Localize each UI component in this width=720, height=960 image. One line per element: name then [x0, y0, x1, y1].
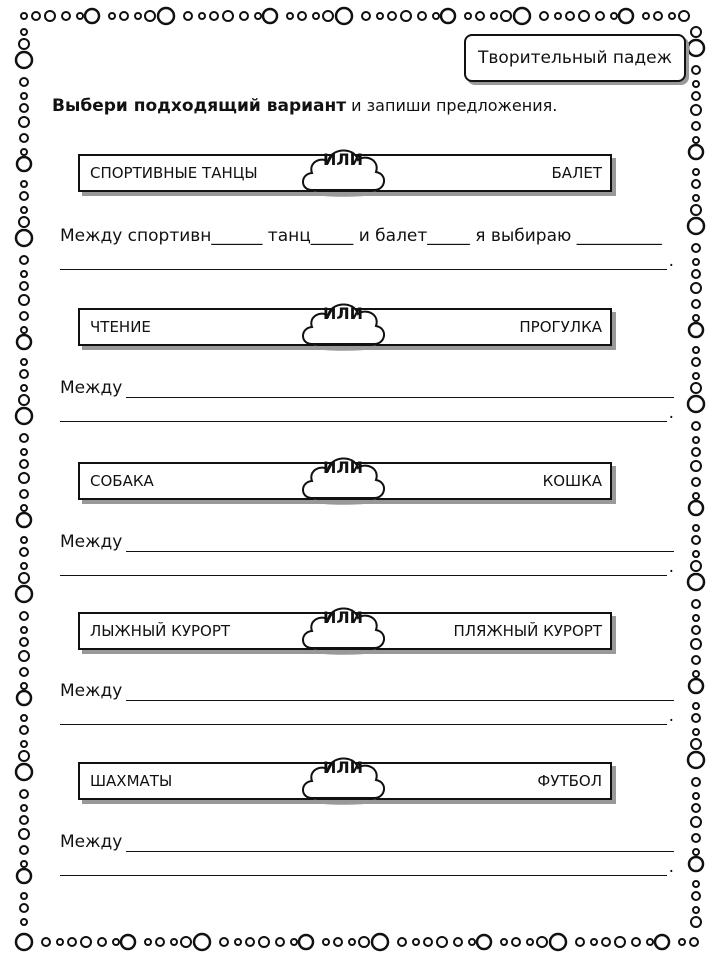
- border-circle: [693, 137, 699, 143]
- sentence-start: Между: [60, 681, 123, 701]
- border-circle: [691, 917, 701, 927]
- period: .: [668, 403, 674, 423]
- border-circle: [19, 295, 29, 305]
- border-circle: [21, 207, 27, 213]
- border-circle: [17, 513, 31, 527]
- border-circle: [20, 104, 28, 112]
- border-circle: [45, 11, 55, 21]
- border-circle: [691, 739, 701, 749]
- border-circle: [688, 752, 704, 768]
- border-circle: [691, 461, 701, 471]
- border-circle: [246, 938, 254, 946]
- border-circle: [20, 668, 28, 676]
- instruction-rest: и запиши предложения.: [346, 96, 558, 115]
- border-circle: [32, 12, 40, 20]
- border-circle: [550, 934, 566, 950]
- border-circle: [693, 169, 699, 175]
- border-circle: [689, 323, 703, 337]
- border-circle: [20, 638, 28, 646]
- border-circle: [693, 315, 699, 321]
- or-label: ИЛИ: [322, 304, 364, 323]
- border-circle: [349, 939, 355, 945]
- border-circle: [433, 13, 439, 19]
- border-circle: [690, 938, 698, 946]
- option-left: ЧТЕНИЕ: [90, 318, 151, 336]
- or-label: ИЛИ: [322, 458, 364, 477]
- or-cloud-icon: [298, 140, 388, 200]
- border-circle: [441, 9, 455, 23]
- border-circle: [145, 939, 151, 945]
- border-circle: [692, 626, 700, 634]
- border-circle: [263, 9, 277, 23]
- border-circle: [643, 13, 649, 19]
- border-circle: [19, 117, 29, 127]
- border-circle: [20, 370, 28, 378]
- border-circle: [693, 195, 699, 201]
- option-right: ФУТБОЛ: [537, 772, 602, 790]
- choice-pair: [78, 150, 614, 194]
- border-circle: [688, 574, 704, 590]
- border-circle: [693, 671, 699, 677]
- border-circle: [20, 78, 28, 86]
- border-circle: [21, 563, 27, 569]
- border-circle: [693, 81, 699, 87]
- border-circle: [688, 218, 704, 234]
- border-circle: [689, 857, 703, 871]
- border-circle: [21, 627, 27, 633]
- border-circle: [669, 13, 675, 19]
- border-circle: [336, 8, 352, 24]
- border-circle: [113, 939, 119, 945]
- border-circle: [21, 683, 27, 689]
- border-circle: [16, 764, 32, 780]
- border-circle: [619, 9, 633, 23]
- border-circle: [688, 40, 704, 56]
- border-circle: [194, 934, 210, 950]
- border-circle: [323, 939, 329, 945]
- or-label: ИЛИ: [322, 150, 364, 169]
- border-circle: [20, 434, 28, 442]
- border-circle: [85, 9, 99, 23]
- instruction: [52, 96, 557, 116]
- border-circle: [501, 939, 507, 945]
- border-circle: [19, 573, 29, 583]
- or-label: ИЛИ: [322, 758, 364, 777]
- border-circle: [19, 395, 29, 405]
- border-circle: [692, 422, 700, 430]
- border-circle: [57, 939, 63, 945]
- border-circle: [679, 11, 689, 21]
- border-circle: [210, 12, 218, 20]
- border-circle: [19, 751, 29, 761]
- border-circle: [418, 12, 426, 20]
- border-circle: [20, 612, 28, 620]
- border-circle: [21, 449, 27, 455]
- border-circle: [20, 460, 28, 468]
- border-circle: [679, 939, 685, 945]
- border-circle: [19, 473, 29, 483]
- border-circle: [693, 493, 699, 499]
- border-circle: [469, 939, 475, 945]
- option-right: ПЛЯЖНЫЙ КУРОРТ: [453, 622, 602, 640]
- option-left: СОБАКА: [90, 472, 154, 490]
- border-circle: [692, 92, 700, 100]
- border-circle: [21, 893, 27, 899]
- border-circle: [20, 726, 28, 734]
- border-circle: [21, 93, 27, 99]
- border-circle: [692, 804, 700, 812]
- border-circle: [181, 937, 191, 947]
- border-circle: [501, 11, 511, 21]
- border-circle: [17, 157, 31, 171]
- border-circle: [693, 373, 699, 379]
- border-circle: [21, 181, 27, 187]
- border-circle: [20, 846, 28, 854]
- answer-line-2[interactable]: [60, 703, 674, 725]
- border-circle: [465, 13, 471, 19]
- border-circle: [596, 12, 604, 20]
- border-circle: [276, 938, 284, 946]
- period: .: [668, 251, 674, 271]
- border-circle: [20, 548, 28, 556]
- border-circle: [693, 729, 699, 735]
- border-circle: [692, 536, 700, 544]
- answer-line-2[interactable]: [60, 248, 674, 270]
- or-cloud-icon: [298, 748, 388, 808]
- border-circle: [514, 8, 530, 24]
- or-cloud-icon: [298, 448, 388, 508]
- border-circle: [220, 938, 228, 946]
- border-circle: [184, 12, 192, 20]
- border-circle: [171, 939, 177, 945]
- border-circle: [692, 478, 700, 486]
- border-circle: [156, 938, 164, 946]
- border-circle: [611, 13, 617, 19]
- border-circle: [240, 12, 248, 20]
- border-circle: [692, 122, 700, 130]
- border-circle: [145, 11, 155, 21]
- border-circle: [691, 27, 701, 37]
- border-circle: [16, 230, 32, 246]
- choice-pair: [78, 304, 614, 348]
- option-right: ПРОГУЛКА: [519, 318, 602, 336]
- border-circle: [20, 904, 28, 912]
- border-circle: [692, 448, 700, 456]
- border-circle: [691, 383, 701, 393]
- or-cloud-icon: [298, 598, 388, 658]
- instruction-bold: Выбери подходящий вариант: [52, 96, 347, 116]
- border-circle: [476, 12, 484, 20]
- answer-line-1[interactable]: [60, 528, 674, 552]
- border-circle: [81, 937, 91, 947]
- border-circle: [692, 358, 700, 366]
- border-circle: [16, 934, 32, 950]
- border-circle: [691, 639, 701, 649]
- border-circle: [21, 537, 27, 543]
- border-circle: [692, 180, 700, 188]
- border-circle: [313, 13, 319, 19]
- sentence-start: Между: [60, 378, 123, 398]
- border-circle: [135, 13, 141, 19]
- border-circle: [21, 359, 27, 365]
- border-circle: [223, 11, 233, 21]
- border-circle: [691, 817, 701, 827]
- border-circle: [109, 13, 115, 19]
- period: .: [668, 706, 674, 726]
- border-circle: [20, 490, 28, 498]
- border-circle: [692, 714, 700, 722]
- border-circle: [20, 790, 28, 798]
- border-circle: [19, 39, 29, 49]
- border-circle: [537, 937, 547, 947]
- answer-line-1[interactable]: [60, 677, 674, 701]
- border-circle: [21, 805, 27, 811]
- border-circle: [19, 829, 29, 839]
- choice-pair: [78, 458, 614, 502]
- border-circle: [692, 892, 700, 900]
- border-circle: [491, 13, 497, 19]
- border-circle: [235, 939, 241, 945]
- border-circle: [255, 13, 261, 19]
- border-circle: [323, 11, 333, 21]
- border-circle: [655, 935, 669, 949]
- border-circle: [17, 869, 31, 883]
- border-circle: [632, 938, 640, 946]
- sentence-start: Между: [60, 532, 123, 552]
- border-circle: [693, 849, 699, 855]
- border-circle: [21, 919, 27, 925]
- border-circle: [691, 283, 701, 293]
- border-circle: [20, 192, 28, 200]
- sentence-start: Между спортивн______ танц_____ и балет_____ я выбираю __________: [60, 226, 662, 246]
- border-circle: [121, 935, 135, 949]
- border-circle: [692, 778, 700, 786]
- border-circle: [21, 505, 27, 511]
- border-circle: [62, 12, 70, 20]
- border-circle: [21, 271, 27, 277]
- border-circle: [693, 437, 699, 443]
- border-circle: [19, 217, 29, 227]
- border-circle: [693, 793, 699, 799]
- border-circle: [21, 327, 27, 333]
- answer-line-1[interactable]: [60, 374, 674, 398]
- border-circle: [692, 834, 700, 842]
- border-circle: [299, 935, 313, 949]
- border-circle: [693, 703, 699, 709]
- border-circle: [437, 937, 447, 947]
- option-left: ЛЫЖНЫЙ КУРОРТ: [90, 622, 231, 640]
- border-circle: [692, 656, 700, 664]
- choice-pair: [78, 608, 614, 652]
- border-circle: [362, 12, 370, 20]
- border-circle: [291, 939, 297, 945]
- option-left: ШАХМАТЫ: [90, 772, 173, 790]
- border-circle: [158, 8, 174, 24]
- border-circle: [579, 11, 589, 21]
- border-circle: [334, 938, 342, 946]
- border-circle: [68, 938, 76, 946]
- border-circle: [693, 881, 699, 887]
- border-circle: [20, 282, 28, 290]
- border-circle: [424, 938, 432, 946]
- border-circle: [21, 149, 27, 155]
- period: .: [668, 557, 674, 577]
- border-circle: [21, 385, 27, 391]
- border-circle: [555, 13, 561, 19]
- border-circle: [16, 586, 32, 602]
- border-circle: [42, 938, 50, 946]
- border-circle: [693, 907, 699, 913]
- border-circle: [692, 270, 700, 278]
- border-circle: [21, 715, 27, 721]
- border-circle: [693, 259, 699, 265]
- border-circle: [98, 938, 106, 946]
- border-circle: [527, 939, 533, 945]
- border-circle: [689, 679, 703, 693]
- border-circle: [615, 937, 625, 947]
- border-circle: [287, 13, 293, 19]
- border-circle: [477, 935, 491, 949]
- border-circle: [454, 938, 462, 946]
- answer-line-2[interactable]: [60, 854, 674, 876]
- border-circle: [199, 13, 205, 19]
- border-circle: [20, 256, 28, 264]
- border-circle: [691, 105, 701, 115]
- border-circle: [298, 12, 306, 20]
- border-circle: [689, 501, 703, 515]
- border-circle: [21, 861, 27, 867]
- border-circle: [20, 816, 28, 824]
- choice-pair: [78, 758, 614, 802]
- border-circle: [17, 335, 31, 349]
- border-circle: [16, 52, 32, 68]
- border-circle: [120, 12, 128, 20]
- border-circle: [693, 347, 699, 353]
- border-circle: [21, 13, 27, 19]
- answer-line-1[interactable]: [60, 222, 674, 246]
- border-circle: [377, 13, 383, 19]
- border-circle: [21, 29, 27, 35]
- border-circle: [413, 939, 419, 945]
- border-circle: [654, 12, 662, 20]
- border-circle: [692, 300, 700, 308]
- border-circle: [388, 12, 396, 20]
- border-circle: [692, 66, 700, 74]
- option-right: КОШКА: [542, 472, 602, 490]
- border-circle: [259, 937, 269, 947]
- border-circle: [693, 615, 699, 621]
- border-circle: [692, 600, 700, 608]
- answer-line-1[interactable]: [60, 828, 674, 852]
- or-cloud-icon: [298, 294, 388, 354]
- option-left: СПОРТИВНЫЕ ТАНЦЫ: [90, 164, 258, 182]
- border-circle: [602, 938, 610, 946]
- border-circle: [693, 551, 699, 557]
- answer-line-2[interactable]: [60, 400, 674, 422]
- border-circle: [401, 11, 411, 21]
- sentence-start: Между: [60, 832, 123, 852]
- border-circle: [688, 396, 704, 412]
- topic-label: Творительный падеж: [464, 34, 686, 82]
- border-circle: [692, 244, 700, 252]
- border-circle: [372, 934, 388, 950]
- border-circle: [19, 651, 29, 661]
- border-circle: [77, 13, 83, 19]
- border-circle: [512, 938, 520, 946]
- answer-line-2[interactable]: [60, 554, 674, 576]
- border-circle: [20, 312, 28, 320]
- border-circle: [566, 12, 574, 20]
- or-label: ИЛИ: [322, 608, 364, 627]
- border-circle: [689, 145, 703, 159]
- border-circle: [20, 134, 28, 142]
- border-circle: [576, 938, 584, 946]
- border-circle: [647, 939, 653, 945]
- border-circle: [591, 939, 597, 945]
- option-right: БАЛЕТ: [551, 164, 602, 182]
- period: .: [668, 857, 674, 877]
- border-circle: [16, 408, 32, 424]
- border-circle: [540, 12, 548, 20]
- border-circle: [398, 938, 406, 946]
- border-circle: [17, 691, 31, 705]
- border-circle: [693, 525, 699, 531]
- border-circle: [359, 937, 369, 947]
- border-circle: [21, 741, 27, 747]
- border-circle: [691, 561, 701, 571]
- border-circle: [691, 205, 701, 215]
